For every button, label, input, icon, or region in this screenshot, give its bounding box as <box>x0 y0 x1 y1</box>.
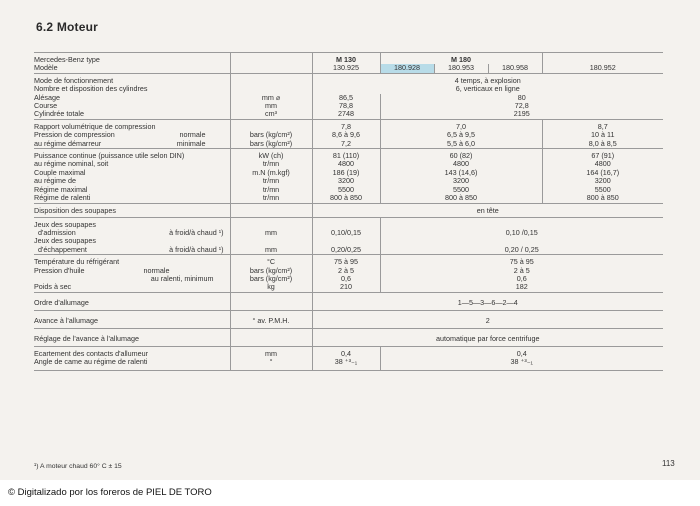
table-row <box>34 267 663 275</box>
row-label: Ecartement des contacts d'allumeur <box>34 348 149 358</box>
unit-cell: mm <box>230 246 312 255</box>
table-row <box>34 246 663 255</box>
value-cell: 800 à 850 <box>542 194 663 203</box>
type-m180: M 180 <box>380 53 542 65</box>
value-cell: 800 à 850 <box>312 194 380 203</box>
value-cell: 143 (14,6) <box>380 169 542 177</box>
value-cell: 4800 <box>542 160 663 168</box>
unit-cell: tr/mn <box>230 160 312 168</box>
value-cell: 7,2 <box>312 140 380 149</box>
unit-cell: mm <box>230 346 312 358</box>
table-row <box>34 53 663 65</box>
row-label: au régime nominal, soit <box>34 160 109 169</box>
row-label: Cylindrée totale <box>34 110 230 119</box>
value-cell: 72,8 <box>380 102 663 110</box>
value-cell: 4800 <box>380 160 542 168</box>
row-label: Jeux des soupapes <box>34 219 96 229</box>
table-row <box>34 119 663 131</box>
value-cell: 3200 <box>542 177 663 185</box>
value-cell: 81 (110) <box>312 149 380 161</box>
row-label: Couple maximal <box>34 168 86 177</box>
table-row <box>34 149 663 161</box>
row-label: Pression de compression <box>34 131 115 140</box>
value-cell: 2195 <box>380 110 663 119</box>
table-row <box>34 85 663 93</box>
unit-cell: tr/mn <box>230 194 312 203</box>
value-cell: 67 (91) <box>542 149 663 161</box>
value-cell: 5500 <box>312 186 380 194</box>
unit-cell: bars (kg/cm²) <box>230 267 312 275</box>
value-cell: automatique par force centrifuge <box>312 328 663 346</box>
table-row <box>34 110 663 119</box>
value-cell: 10 à 11 <box>542 131 663 139</box>
table-row <box>34 102 663 110</box>
row-label: au régime démarreur <box>34 139 102 148</box>
row-label: Poids à sec <box>34 283 230 292</box>
row-label: Pression d'huile <box>34 266 85 275</box>
value-cell: 6, verticaux en ligne <box>312 85 663 93</box>
value-cell: 4 temps, à explosion <box>312 73 663 85</box>
row-label: Régime maximal <box>34 185 88 194</box>
value-cell: 0,20 / 0,25 <box>380 246 663 255</box>
section-title: 6.2 Moteur <box>36 20 99 34</box>
value-cell: 78,8 <box>312 102 380 110</box>
table-row <box>34 140 663 149</box>
row-sublabel: normale <box>143 266 170 275</box>
unit-cell: bars (kg/cm²) <box>230 275 312 283</box>
value-cell: 0,10/0,15 <box>312 229 380 237</box>
value-cell: 5,5 à 6,0 <box>380 140 542 149</box>
table-row <box>34 194 663 203</box>
unit-cell: mm ⌀ <box>230 94 312 102</box>
value-cell: 0,4 <box>380 346 663 358</box>
value-cell: 7,8 <box>312 119 380 131</box>
engine-spec-table <box>34 52 663 371</box>
row-label: Ordre d'allumage <box>34 292 230 310</box>
value-cell: 8,7 <box>542 119 663 131</box>
table-row <box>34 186 663 194</box>
value-cell: 800 à 850 <box>380 194 542 203</box>
scan-credit: © Digitalizado por los foreros de PIEL DE TORO <box>8 487 212 498</box>
value-cell: 2 à 5 <box>380 267 663 275</box>
page-number: 113 <box>662 459 675 468</box>
value-cell: 1—5—3—6—2—4 <box>312 292 663 310</box>
value-cell: 2748 <box>312 110 380 119</box>
unit-cell: ° <box>230 358 312 370</box>
row-sublabel: au ralenti, minimum <box>150 274 214 283</box>
row-label: Alésage <box>34 93 60 102</box>
table-row <box>34 94 663 102</box>
value-cell: 6,5 à 9,5 <box>380 131 542 139</box>
value-cell: 3200 <box>312 177 380 185</box>
value-cell: 0,6 <box>312 275 380 283</box>
model-cell: 180.952 <box>542 64 663 73</box>
row-label: Régime de ralenti <box>34 194 230 203</box>
value-cell: en tête <box>312 203 663 217</box>
value-cell: 2 à 5 <box>312 267 380 275</box>
unit-cell: tr/mn <box>230 177 312 185</box>
unit-cell: tr/mn <box>230 186 312 194</box>
row-label: Puissance continue (puissance utile selon DIN) <box>34 151 185 161</box>
value-cell: 38 ⁺³₋₁ <box>380 358 663 370</box>
value-cell: 7,0 <box>380 119 542 131</box>
row-label: Nombre et disposition des cylindres <box>34 85 148 94</box>
value-cell: 75 à 95 <box>312 255 380 267</box>
row-label: d'admission <box>38 228 76 237</box>
row-label: d'échappement <box>38 245 87 254</box>
value-cell: 0,20/0,25 <box>312 246 380 255</box>
unit-cell: kg <box>230 283 312 292</box>
table-row <box>34 275 663 283</box>
table-row <box>34 346 663 358</box>
unit-cell: ° av. P.M.H. <box>230 310 312 328</box>
row-label: Mercedes-Benz type <box>34 53 230 65</box>
value-cell: 182 <box>380 283 663 292</box>
value-cell: 8,6 à 9,6 <box>312 131 380 139</box>
row-sublabel: à froid/à chaud ¹) <box>169 228 224 237</box>
value-cell: 2 <box>312 310 663 328</box>
value-cell: 0,4 <box>312 346 380 358</box>
unit-cell: m.N (m.kgf) <box>230 169 312 177</box>
value-cell: 4800 <box>312 160 380 168</box>
value-cell: 60 (82) <box>380 149 542 161</box>
value-cell: 3200 <box>380 177 542 185</box>
value-cell: 210 <box>312 283 380 292</box>
value-cell: 0,10 /0,15 <box>380 229 663 237</box>
footnote: ¹) A moteur chaud 60° C ± 15 <box>34 463 122 470</box>
row-sublabel: normale <box>179 131 206 140</box>
model-cell: 180.958 <box>488 64 542 73</box>
unit-cell: mm <box>230 102 312 110</box>
row-label: Mode de fonctionnement <box>34 75 114 85</box>
row-label: au régime de <box>34 177 76 186</box>
value-cell: 38 ⁺³₋₁ <box>312 358 380 370</box>
unit-cell: cm³ <box>230 110 312 119</box>
table-row <box>34 64 663 73</box>
unit-cell: °C <box>230 255 312 267</box>
table-row <box>34 237 663 245</box>
table-row <box>34 292 663 310</box>
table-row <box>34 358 663 370</box>
row-sublabel: minimale <box>176 139 206 148</box>
table-row <box>34 328 663 346</box>
table-row <box>34 203 663 217</box>
row-label: Disposition des soupapes <box>34 203 230 217</box>
value-cell: 186 (19) <box>312 169 380 177</box>
model-cell: 180.953 <box>434 64 488 73</box>
table-row <box>34 217 663 229</box>
value-cell: 0,6 <box>380 275 663 283</box>
value-cell: 86,5 <box>312 94 380 102</box>
table-row <box>34 73 663 85</box>
row-label: Jeux des soupapes <box>34 237 96 246</box>
row-label: Température du réfrigérant <box>34 257 120 267</box>
model-cell: 180.928 <box>380 64 434 73</box>
value-cell: 5500 <box>380 186 542 194</box>
table-row <box>34 283 663 292</box>
table-row <box>34 255 663 267</box>
table-row <box>34 160 663 168</box>
row-label: Modèle <box>34 64 230 73</box>
unit-cell: kW (ch) <box>230 149 312 161</box>
value-cell: 75 à 95 <box>380 255 663 267</box>
table-row <box>34 169 663 177</box>
value-cell: 8,0 à 8,5 <box>542 140 663 149</box>
value-cell: 5500 <box>542 186 663 194</box>
unit-cell: bars (kg/cm²) <box>230 140 312 149</box>
row-label: Course <box>34 102 58 111</box>
table-row <box>34 131 663 139</box>
value-cell: 164 (16,7) <box>542 169 663 177</box>
row-label: Avance à l'allumage <box>34 310 230 328</box>
row-sublabel: à froid/à chaud ¹) <box>169 245 224 254</box>
model-cell: 130.925 <box>312 64 380 73</box>
unit-cell: bars (kg/cm²) <box>230 131 312 139</box>
unit-cell: mm <box>230 229 312 237</box>
table-row <box>34 310 663 328</box>
type-m130: M 130 <box>312 53 380 65</box>
table-row <box>34 177 663 185</box>
row-label: Réglage de l'avance à l'allumage <box>34 328 230 346</box>
table-row <box>34 229 663 237</box>
value-cell: 80 <box>380 94 663 102</box>
row-label: Angle de came au régime de ralenti <box>34 358 230 370</box>
row-label: Rapport volumétrique de compression <box>34 121 156 131</box>
